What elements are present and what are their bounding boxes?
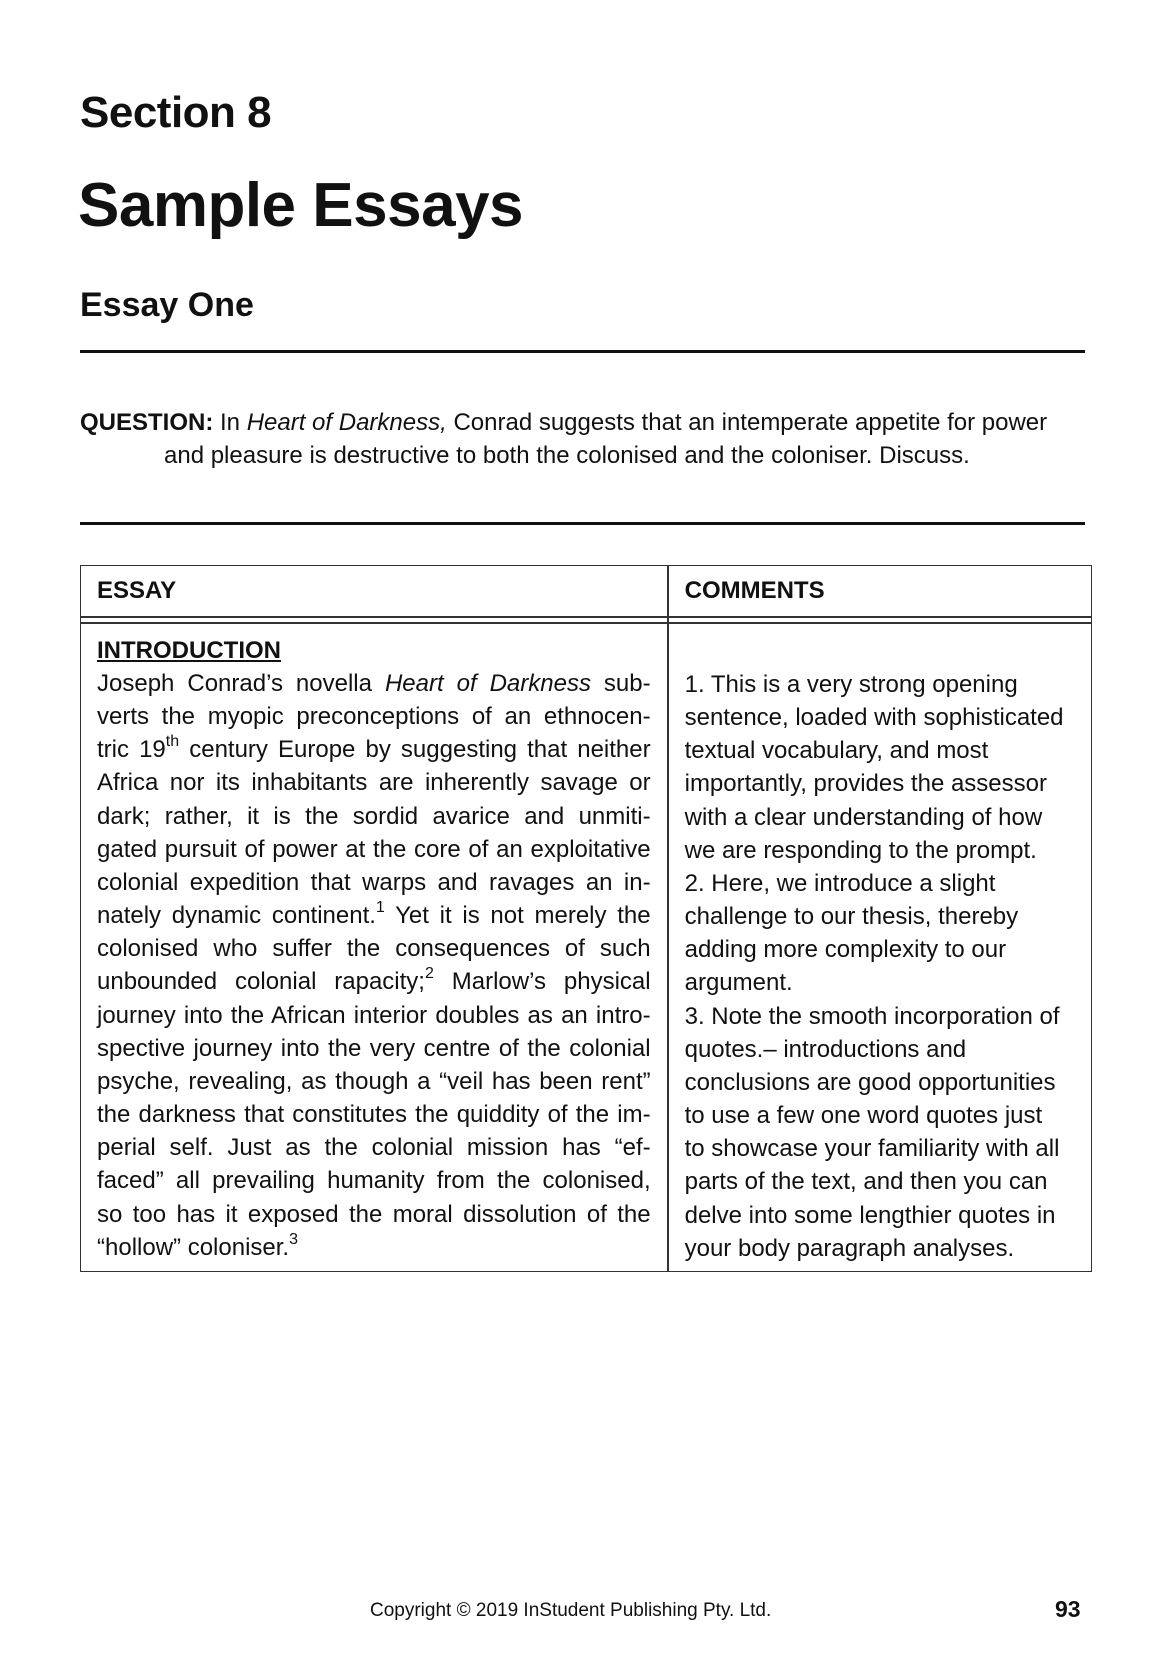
question-label: QUESTION: <box>80 409 214 436</box>
essay-text: sub- <box>590 670 651 697</box>
essay-line <box>97 667 651 700</box>
essay-text: nately dynamic continent. <box>97 902 376 930</box>
essay-line: faced” all prevailing humanity from the colonised, <box>97 1167 651 1195</box>
essay-text: Joseph Conrad’s novella <box>97 670 385 697</box>
essay-line: spective journey into the very centre of the colonial <box>97 1034 651 1062</box>
question-prefix: In <box>213 409 247 436</box>
essay-text: Marlow’s physical <box>433 968 651 996</box>
essay-line: journey into the African interior doubles as an intro- <box>97 1001 651 1029</box>
essay-line: colonised who suffer the consequences of such <box>97 935 651 963</box>
comment-line: challenge to our thesis, thereby <box>684 903 1019 931</box>
essay-line <box>97 1231 651 1264</box>
essay-line: Africa nor its inhabitants are inherently savage or <box>97 769 651 797</box>
introduction-heading: INTRODUCTION <box>97 637 281 664</box>
essay-line: colonial expedition that warps and ravages an in- <box>97 868 651 896</box>
bottom-divider <box>80 522 1085 525</box>
page-title: Sample Essays <box>78 171 524 240</box>
comment-line: adding more complexity to our <box>684 936 1007 964</box>
comment-line: with a clear understanding of how <box>684 803 1043 831</box>
essay-text: tric 19 <box>97 736 166 764</box>
comment-line: 2. Here, we introduce a slight <box>684 869 996 897</box>
essay-line: dark; rather, it is the sordid avarice and unmiti- <box>97 802 651 830</box>
comment-line: sentence, loaded with sophisticated <box>684 704 1064 732</box>
comment-line: to use a few one word quotes just <box>684 1102 1043 1130</box>
novel-title: Heart of Darkness <box>384 670 591 697</box>
comment-line: conclusions are good opportunities <box>684 1068 1056 1096</box>
essay-table <box>80 565 1092 1272</box>
page-number: 93 <box>1055 1596 1081 1622</box>
essay-line: perial self. Just as the colonial mission has “ef- <box>97 1134 651 1162</box>
essay-column-header: ESSAY <box>80 565 668 617</box>
essay-text: Yet it is not merely the <box>384 902 651 930</box>
question-line-1-rest: Conrad suggests that an intemperate appetite for power <box>446 409 1048 436</box>
top-divider <box>80 350 1085 353</box>
copyright-notice: Copyright © 2019 InStudent Publishing Pty. Ltd. <box>370 1600 772 1621</box>
comment-line: we are responding to the prompt. <box>684 836 1037 864</box>
essay-line: psyche, revealing, as though a “veil has been rent” <box>97 1067 651 1095</box>
essay-cell <box>80 623 668 1272</box>
footnote-marker-2: 2 <box>424 965 434 983</box>
footnote-marker-3: 3 <box>289 1230 298 1248</box>
essay-heading: Essay One <box>80 286 254 324</box>
comment-line: 3. Note the smooth incorporation of <box>684 1002 1060 1030</box>
superscript-th: th <box>165 733 180 751</box>
comment-line: to showcase your familiarity with all <box>684 1135 1060 1163</box>
question-text-title: Heart of Darkness, <box>246 409 447 436</box>
comment-line: parts of the text, and then you can <box>684 1168 1048 1196</box>
essay-line: so too has it exposed the moral dissolution of the <box>97 1200 651 1228</box>
question-block <box>80 406 1088 472</box>
essay-line <box>97 733 651 766</box>
question-line-2: and pleasure is destructive to both the colonised and the coloniser. Discuss. <box>164 442 970 469</box>
comment-line: 1. This is a very strong opening <box>684 671 1018 698</box>
comment-line: delve into some lengthier quotes in <box>684 1201 1056 1229</box>
comment-line: argument. <box>684 969 793 997</box>
essay-line: the darkness that constitutes the quiddity of the im- <box>97 1101 651 1129</box>
comment-line: quotes.– introductions and <box>684 1035 967 1063</box>
footnote-marker-1: 1 <box>375 899 385 917</box>
essay-line <box>97 965 651 998</box>
essay-line: gated pursuit of power at the core of an exploitative <box>97 835 651 863</box>
section-label: Section 8 <box>80 88 272 137</box>
comment-line: textual vocabulary, and most <box>684 737 989 765</box>
essay-text: “hollow” coloniser. <box>97 1233 290 1261</box>
table-row <box>80 623 1092 1272</box>
comment-line: importantly, provides the assessor <box>684 770 1047 798</box>
essay-text: unbounded colonial rapacity; <box>97 968 425 996</box>
table-header-row <box>80 565 1092 617</box>
comments-column-header: COMMENTS <box>668 565 1092 617</box>
essay-line <box>97 899 651 932</box>
essay-line: verts the myopic preconceptions of an ethnocen- <box>97 703 651 731</box>
comments-cell <box>668 623 1092 1272</box>
comment-line: your body paragraph analyses. <box>684 1234 1015 1262</box>
essay-text: century Europe by suggesting that neither <box>179 736 651 764</box>
question-line-1 <box>80 406 1088 439</box>
